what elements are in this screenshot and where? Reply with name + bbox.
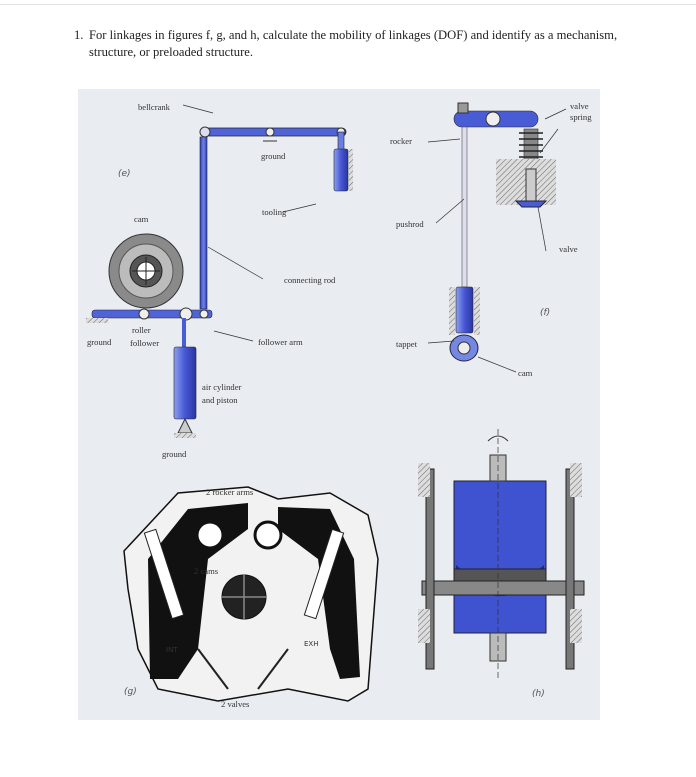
label-follower: follower bbox=[130, 338, 160, 348]
label-ground-bottom: ground bbox=[162, 449, 187, 459]
figure-f-drawing bbox=[428, 103, 566, 372]
label-tooling: tooling bbox=[262, 207, 287, 217]
label-valve: valve bbox=[570, 101, 589, 111]
label-rocker: rocker bbox=[390, 136, 412, 146]
label-roller: roller bbox=[132, 325, 151, 335]
label-bellcrank: bellcrank bbox=[138, 102, 170, 112]
label-cam-f: cam bbox=[518, 368, 533, 378]
figure-drawing bbox=[78, 89, 600, 720]
figure-g-drawing bbox=[124, 487, 378, 701]
figure-e-tag: (e) bbox=[118, 169, 131, 179]
label-ground-left: ground bbox=[87, 337, 112, 347]
label-ground-top: ground bbox=[261, 151, 286, 161]
label-and-piston: and piston bbox=[202, 395, 238, 405]
figure-h-tag: (h) bbox=[532, 689, 545, 699]
label-valve-bottom: valve bbox=[559, 244, 578, 254]
label-cam: cam bbox=[134, 214, 149, 224]
label-exh: EXH bbox=[304, 640, 319, 648]
figure-h-drawing bbox=[418, 429, 584, 679]
label-spring: spring bbox=[570, 112, 592, 122]
question-text: For linkages in figures f, g, and h, calculate the mobility of linkages (DOF) and identify as a mechanism, structure, or preloaded structure. bbox=[89, 28, 618, 59]
label-rocker-arms: 2 rocker arms bbox=[206, 487, 254, 497]
label-follower-arm: follower arm bbox=[258, 337, 303, 347]
label-connecting-rod: connecting rod bbox=[284, 275, 336, 285]
label-cams: 2 cams bbox=[194, 566, 219, 576]
label-tappet: tappet bbox=[396, 339, 417, 349]
figure-panel bbox=[78, 89, 600, 720]
label-valves: 2 valves bbox=[221, 699, 250, 709]
top-divider bbox=[0, 4, 696, 5]
figure-f-tag: (f) bbox=[540, 308, 551, 318]
question-number: 1. bbox=[74, 28, 84, 42]
figure-g-tag: (g) bbox=[124, 687, 137, 697]
label-int: INT bbox=[166, 646, 178, 654]
question bbox=[74, 27, 664, 61]
label-pushrod: pushrod bbox=[396, 219, 424, 229]
label-air-cylinder: air cylinder bbox=[202, 382, 242, 392]
